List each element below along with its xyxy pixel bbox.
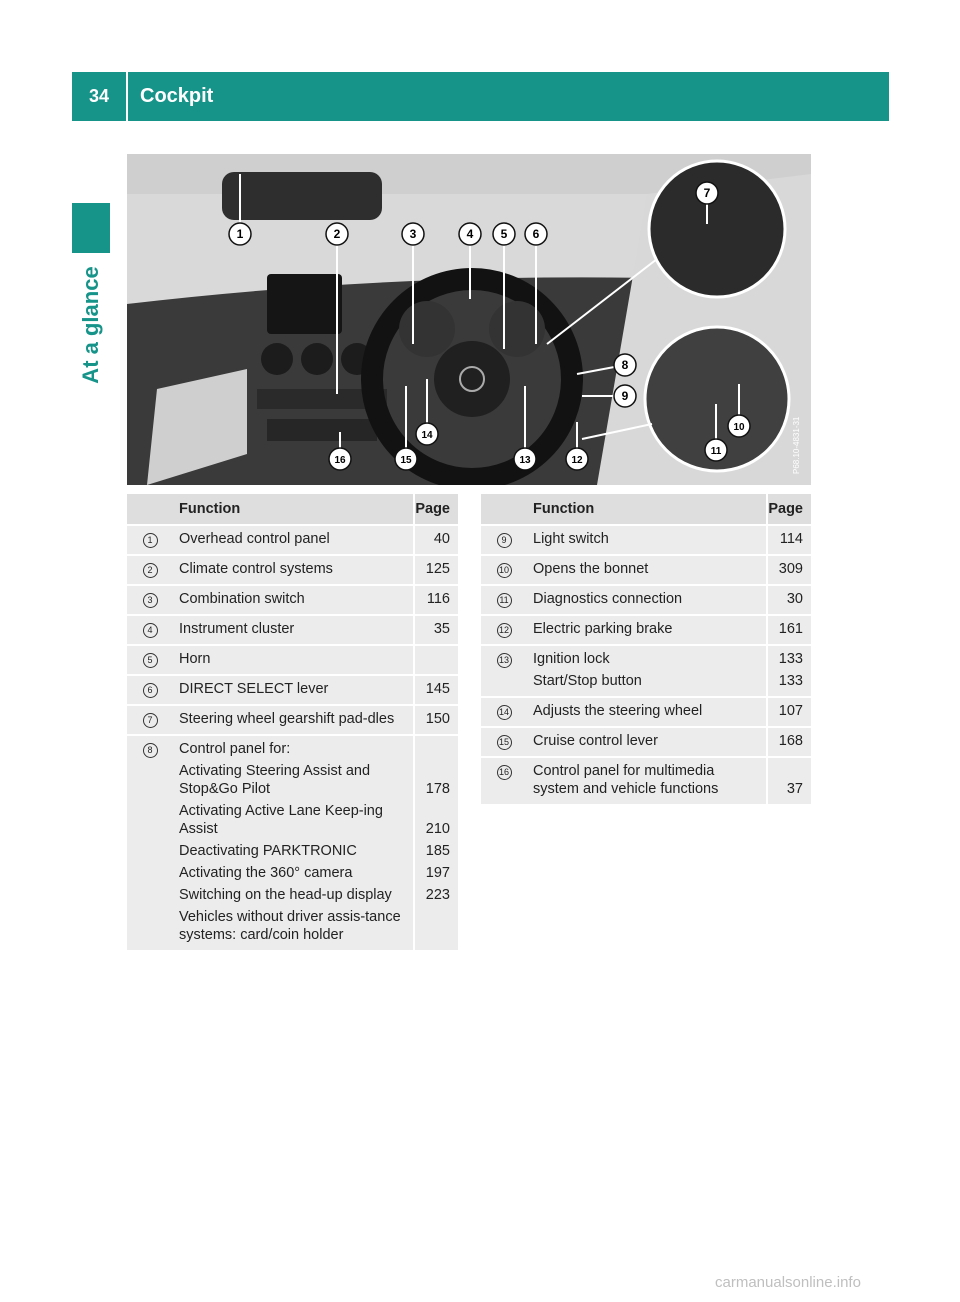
header-divider (126, 72, 128, 121)
page-cell (768, 556, 811, 586)
svg-text:9: 9 (621, 389, 629, 403)
function-text: Control panel for multimedia system and vehicle functions (533, 763, 719, 797)
svg-text:8: 8 (621, 358, 629, 372)
item-number-cell (481, 758, 527, 806)
function-text: Instrument cluster (179, 621, 295, 637)
function-text: Overhead control panel (179, 531, 330, 547)
item-number-cell (481, 526, 527, 556)
page-cell (768, 586, 811, 616)
svg-text:5: 5 (500, 227, 508, 241)
function-cell (527, 758, 768, 806)
table-row (127, 586, 458, 616)
steering-hub (434, 341, 510, 417)
item-number-cell (127, 556, 173, 586)
page-number-value[interactable]: 197 (425, 865, 450, 881)
page-number-value[interactable]: 125 (425, 561, 450, 577)
item-number-badge: 3 (143, 593, 158, 608)
svg-text:15: 15 (400, 455, 412, 466)
left-table-body (127, 526, 458, 952)
function-text: Opens the bonnet (533, 561, 649, 577)
page-number-value[interactable]: 133 (778, 651, 803, 667)
function-cell (173, 646, 415, 676)
function-text: Deactivating PARKTRONIC (179, 843, 357, 859)
table-row (481, 556, 811, 586)
item-number-badge: 13 (497, 653, 512, 668)
function-cell (527, 526, 768, 556)
table-row (127, 676, 458, 706)
inset-paddles (649, 161, 785, 297)
function-cell (527, 586, 768, 616)
page-cell (415, 586, 458, 616)
function-text: Switching on the head-up display (179, 887, 392, 903)
page-title: Cockpit (140, 85, 214, 107)
function-text: Control panel for: (179, 741, 291, 757)
vent-2 (301, 343, 333, 375)
page-number-value[interactable]: 107 (778, 703, 803, 719)
table-row (481, 616, 811, 646)
item-number-badge: 14 (497, 705, 512, 720)
cockpit-image (127, 154, 811, 485)
function-text: Activating Steering Assist and Stop&Go Pilot (179, 763, 371, 797)
function-cell (173, 526, 415, 556)
function-cell (173, 556, 415, 586)
function-text: Start/Stop button (533, 673, 642, 689)
table-header-row (481, 494, 811, 526)
table-row (481, 728, 811, 758)
function-cell (527, 616, 768, 646)
page-number-value[interactable]: 185 (425, 843, 450, 859)
svg-text:3: 3 (409, 227, 417, 241)
page-cell (768, 646, 811, 698)
function-cell (173, 736, 415, 952)
function-header: Function (527, 494, 768, 526)
item-number-cell (481, 698, 527, 728)
table-row (127, 736, 458, 952)
function-cell (173, 706, 415, 736)
page-cell (415, 526, 458, 556)
function-text: Horn (179, 651, 211, 667)
svg-text:13: 13 (519, 455, 531, 466)
right-table-body (481, 526, 811, 806)
page-header-cell: Page (768, 494, 811, 526)
svg-text:12: 12 (571, 455, 583, 466)
table-row (481, 526, 811, 556)
num-header (481, 494, 527, 526)
section-tab[interactable] (72, 255, 110, 395)
section-label: At a glance (78, 266, 103, 384)
item-number-cell (481, 728, 527, 758)
item-number-badge: 10 (497, 563, 512, 578)
page-cell (415, 616, 458, 646)
page-cell (768, 526, 811, 556)
table-row (127, 556, 458, 586)
rearview-mirror (222, 172, 382, 220)
function-text: Vehicles without driver assis-tance systems: card/coin holder (179, 909, 401, 943)
page-number-value[interactable]: 178 (425, 781, 450, 797)
svg-text:11: 11 (710, 446, 722, 457)
page-cell (768, 698, 811, 728)
page-number-value[interactable]: 309 (778, 561, 803, 577)
function-text: Steering wheel gearshift pad-dles (179, 711, 395, 727)
page-number-value[interactable]: 223 (425, 887, 450, 903)
function-text: Light switch (533, 531, 609, 547)
svg-text:1: 1 (236, 227, 244, 241)
page-number-value[interactable]: 210 (425, 821, 450, 837)
function-text: DIRECT SELECT lever (179, 681, 329, 697)
function-cell (173, 676, 415, 706)
page-number-value[interactable]: 30 (786, 591, 803, 607)
page-number-value[interactable]: 150 (425, 711, 450, 727)
function-cell (527, 556, 768, 586)
function-text: Climate control systems (179, 561, 333, 577)
table-row (481, 646, 811, 698)
function-cell (527, 728, 768, 758)
page-cell (415, 646, 458, 676)
page-number-value[interactable]: 168 (778, 733, 803, 749)
svg-text:6: 6 (532, 227, 540, 241)
item-number-badge: 6 (143, 683, 158, 698)
function-text: Cruise control lever (533, 733, 658, 749)
item-number-cell (481, 616, 527, 646)
table-row (127, 706, 458, 736)
table-row (481, 758, 811, 806)
multimedia-panel (267, 419, 377, 441)
page-number-value[interactable]: 145 (425, 681, 450, 697)
vent-1 (261, 343, 293, 375)
item-number-cell (127, 676, 173, 706)
page-cell (415, 706, 458, 736)
table-row (127, 616, 458, 646)
watermark: carmanualsonline.info (715, 1274, 861, 1291)
page-number: 34 (88, 86, 110, 106)
svg-text:4: 4 (466, 227, 474, 241)
function-text: Activating the 360° camera (179, 865, 353, 881)
item-number-cell (127, 526, 173, 556)
item-number-badge: 16 (497, 765, 512, 780)
item-number-badge: 2 (143, 563, 158, 578)
svg-text:7: 7 (703, 186, 711, 200)
item-number-badge: 9 (497, 533, 512, 548)
image-reference-code: P68.10-4831-31 (792, 416, 801, 474)
table-header-row (127, 494, 458, 526)
item-number-badge: 7 (143, 713, 158, 728)
svg-text:2: 2 (333, 227, 341, 241)
item-number-cell (127, 586, 173, 616)
page-cell (768, 758, 811, 806)
page-cell (415, 736, 458, 952)
num-header (127, 494, 173, 526)
svg-text:10: 10 (733, 422, 745, 433)
function-text: Ignition lock (533, 651, 610, 667)
page-number-value[interactable]: 133 (778, 673, 803, 689)
page-cell (415, 676, 458, 706)
svg-text:16: 16 (334, 455, 346, 466)
item-number-cell (481, 646, 527, 698)
svg-text:14: 14 (421, 430, 433, 441)
item-number-badge: 4 (143, 623, 158, 638)
function-text: Combination switch (179, 591, 305, 607)
item-number-cell (481, 586, 527, 616)
item-number-cell (481, 556, 527, 586)
item-number-cell (127, 646, 173, 676)
item-number-cell (127, 706, 173, 736)
page-header (72, 72, 889, 121)
right-function-table (481, 494, 811, 806)
page-cell (768, 616, 811, 646)
item-number-badge: 1 (143, 533, 158, 548)
function-text: Electric parking brake (533, 621, 673, 637)
table-row (127, 526, 458, 556)
function-cell (527, 646, 768, 698)
table-row (481, 586, 811, 616)
function-text: Activating Active Lane Keep-ing Assist (179, 803, 383, 837)
display-screen (267, 274, 342, 334)
table-row (481, 698, 811, 728)
gauge-left (399, 301, 455, 357)
item-number-badge: 15 (497, 735, 512, 750)
page-number-value[interactable]: 114 (779, 531, 803, 547)
item-number-badge: 11 (497, 593, 512, 608)
page-cell (768, 728, 811, 758)
item-number-badge: 5 (143, 653, 158, 668)
function-header: Function (173, 494, 415, 526)
item-number-badge: 8 (143, 743, 158, 758)
page-number-value[interactable]: 40 (433, 531, 450, 547)
page-header-cell: Page (415, 494, 458, 526)
table-row (127, 646, 458, 676)
function-text: Adjusts the steering wheel (533, 703, 703, 719)
page-number-value[interactable]: 161 (778, 621, 803, 637)
item-number-badge: 12 (497, 623, 512, 638)
left-function-table (127, 494, 458, 952)
item-number-cell (127, 736, 173, 952)
page-number-value[interactable]: 37 (786, 781, 803, 797)
function-cell (173, 616, 415, 646)
page-number-value[interactable]: 116 (426, 591, 450, 607)
page-cell (415, 556, 458, 586)
cockpit-illustration (127, 154, 811, 485)
function-text: Diagnostics connection (533, 591, 683, 607)
item-number-cell (127, 616, 173, 646)
section-marker (72, 203, 110, 253)
function-cell (173, 586, 415, 616)
function-cell (527, 698, 768, 728)
page-number-value[interactable]: 35 (433, 621, 450, 637)
